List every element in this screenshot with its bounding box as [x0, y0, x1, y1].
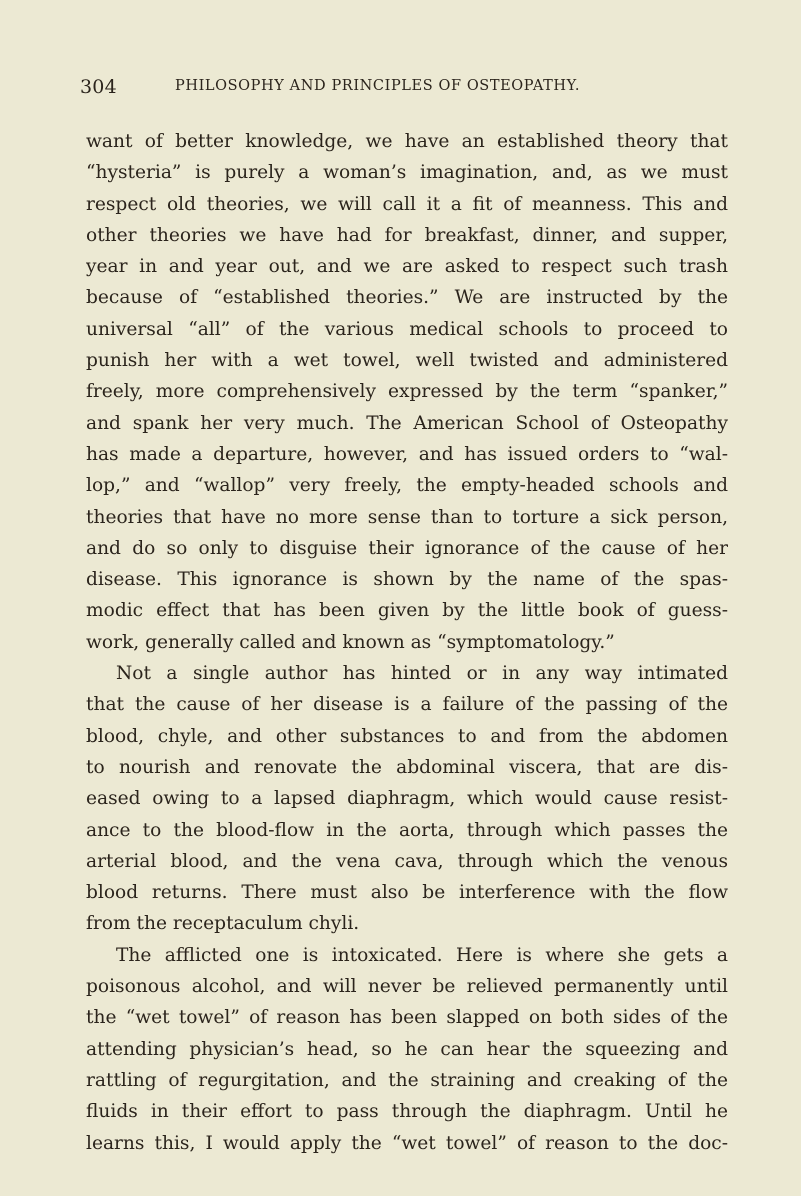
- text-line: attending physician’s head, so he can hear the squeezing and: [86, 1038, 728, 1060]
- text-line: Not a single author has hinted or in any way intimated: [116, 663, 728, 685]
- text-line: that the cause of her disease is a failure of the passing of the: [86, 694, 728, 716]
- text-line: ance to the blood-flow in the aorta, through which passes the: [86, 819, 728, 841]
- text-line: theories that have no more sense than to torture a sick person,: [86, 506, 728, 528]
- text-line: disease. This ignorance is shown by the name of the spas-: [86, 569, 728, 591]
- text-line: poisonous alcohol, and will never be relieved permanently until: [86, 976, 728, 998]
- text-line: punish her with a wet towel, well twisted and administered: [86, 350, 728, 372]
- text-line: freely, more comprehensively expressed by the term “spanker,”: [86, 381, 728, 403]
- text-line: blood returns. There must also be interference with the flow: [86, 882, 728, 904]
- text-line: respect old theories, we will call it a fit of meanness. This and: [86, 193, 728, 215]
- text-line: work, generally called and known as “symptomatology.”: [86, 631, 615, 653]
- text-line: fluids in their effort to pass through the diaphragm. Until he: [86, 1101, 728, 1123]
- text-line: eased owing to a lapsed diaphragm, which would cause resist-: [86, 788, 728, 810]
- text-line: has made a departure, however, and has issued orders to “wal-: [86, 443, 728, 465]
- running-header: [80, 76, 740, 100]
- text-line: arterial blood, and the vena cava, through which the venous: [86, 850, 728, 872]
- text-line: because of “established theories.” We are instructed by the: [86, 287, 728, 309]
- text-line: The afflicted one is intoxicated. Here is where she gets a: [116, 944, 728, 966]
- text-line: and do so only to disguise their ignorance of the cause of her: [86, 537, 728, 559]
- text-line: universal “all” of the various medical schools to proceed to: [86, 318, 728, 340]
- text-line: “hysteria” is purely a woman’s imagination, and, as we must: [86, 162, 728, 184]
- running-title: PHILOSOPHY AND PRINCIPLES OF OSTEOPATHY.: [175, 78, 581, 94]
- text-line: want of better knowledge, we have an established theory that: [86, 131, 728, 152]
- text-line: lop,” and “wallop” very freely, the empty-headed schools and: [86, 475, 728, 497]
- text-line: the “wet towel” of reason has been slapped on both sides of the: [86, 1007, 728, 1029]
- text-line: other theories we have had for breakfast, dinner, and supper,: [86, 224, 728, 246]
- body-text: [86, 126, 728, 1159]
- text-line: learns this, I would apply the “wet towel” of reason to the doc-: [86, 1132, 728, 1154]
- text-line: to nourish and renovate the abdominal viscera, that are dis-: [86, 756, 728, 778]
- text-line: blood, chyle, and other substances to and from the abdomen: [86, 725, 728, 747]
- text-line: year in and year out, and we are asked to respect such trash: [86, 256, 728, 278]
- text-line: and spank her very much. The American School of Osteopathy: [86, 412, 728, 434]
- text-line: modic effect that has been given by the little book of guess-: [86, 600, 728, 622]
- page-number: 304: [80, 76, 117, 98]
- text-line: from the receptaculum chyli.: [86, 913, 360, 935]
- text-line: rattling of regurgitation, and the straining and creaking of the: [86, 1069, 728, 1091]
